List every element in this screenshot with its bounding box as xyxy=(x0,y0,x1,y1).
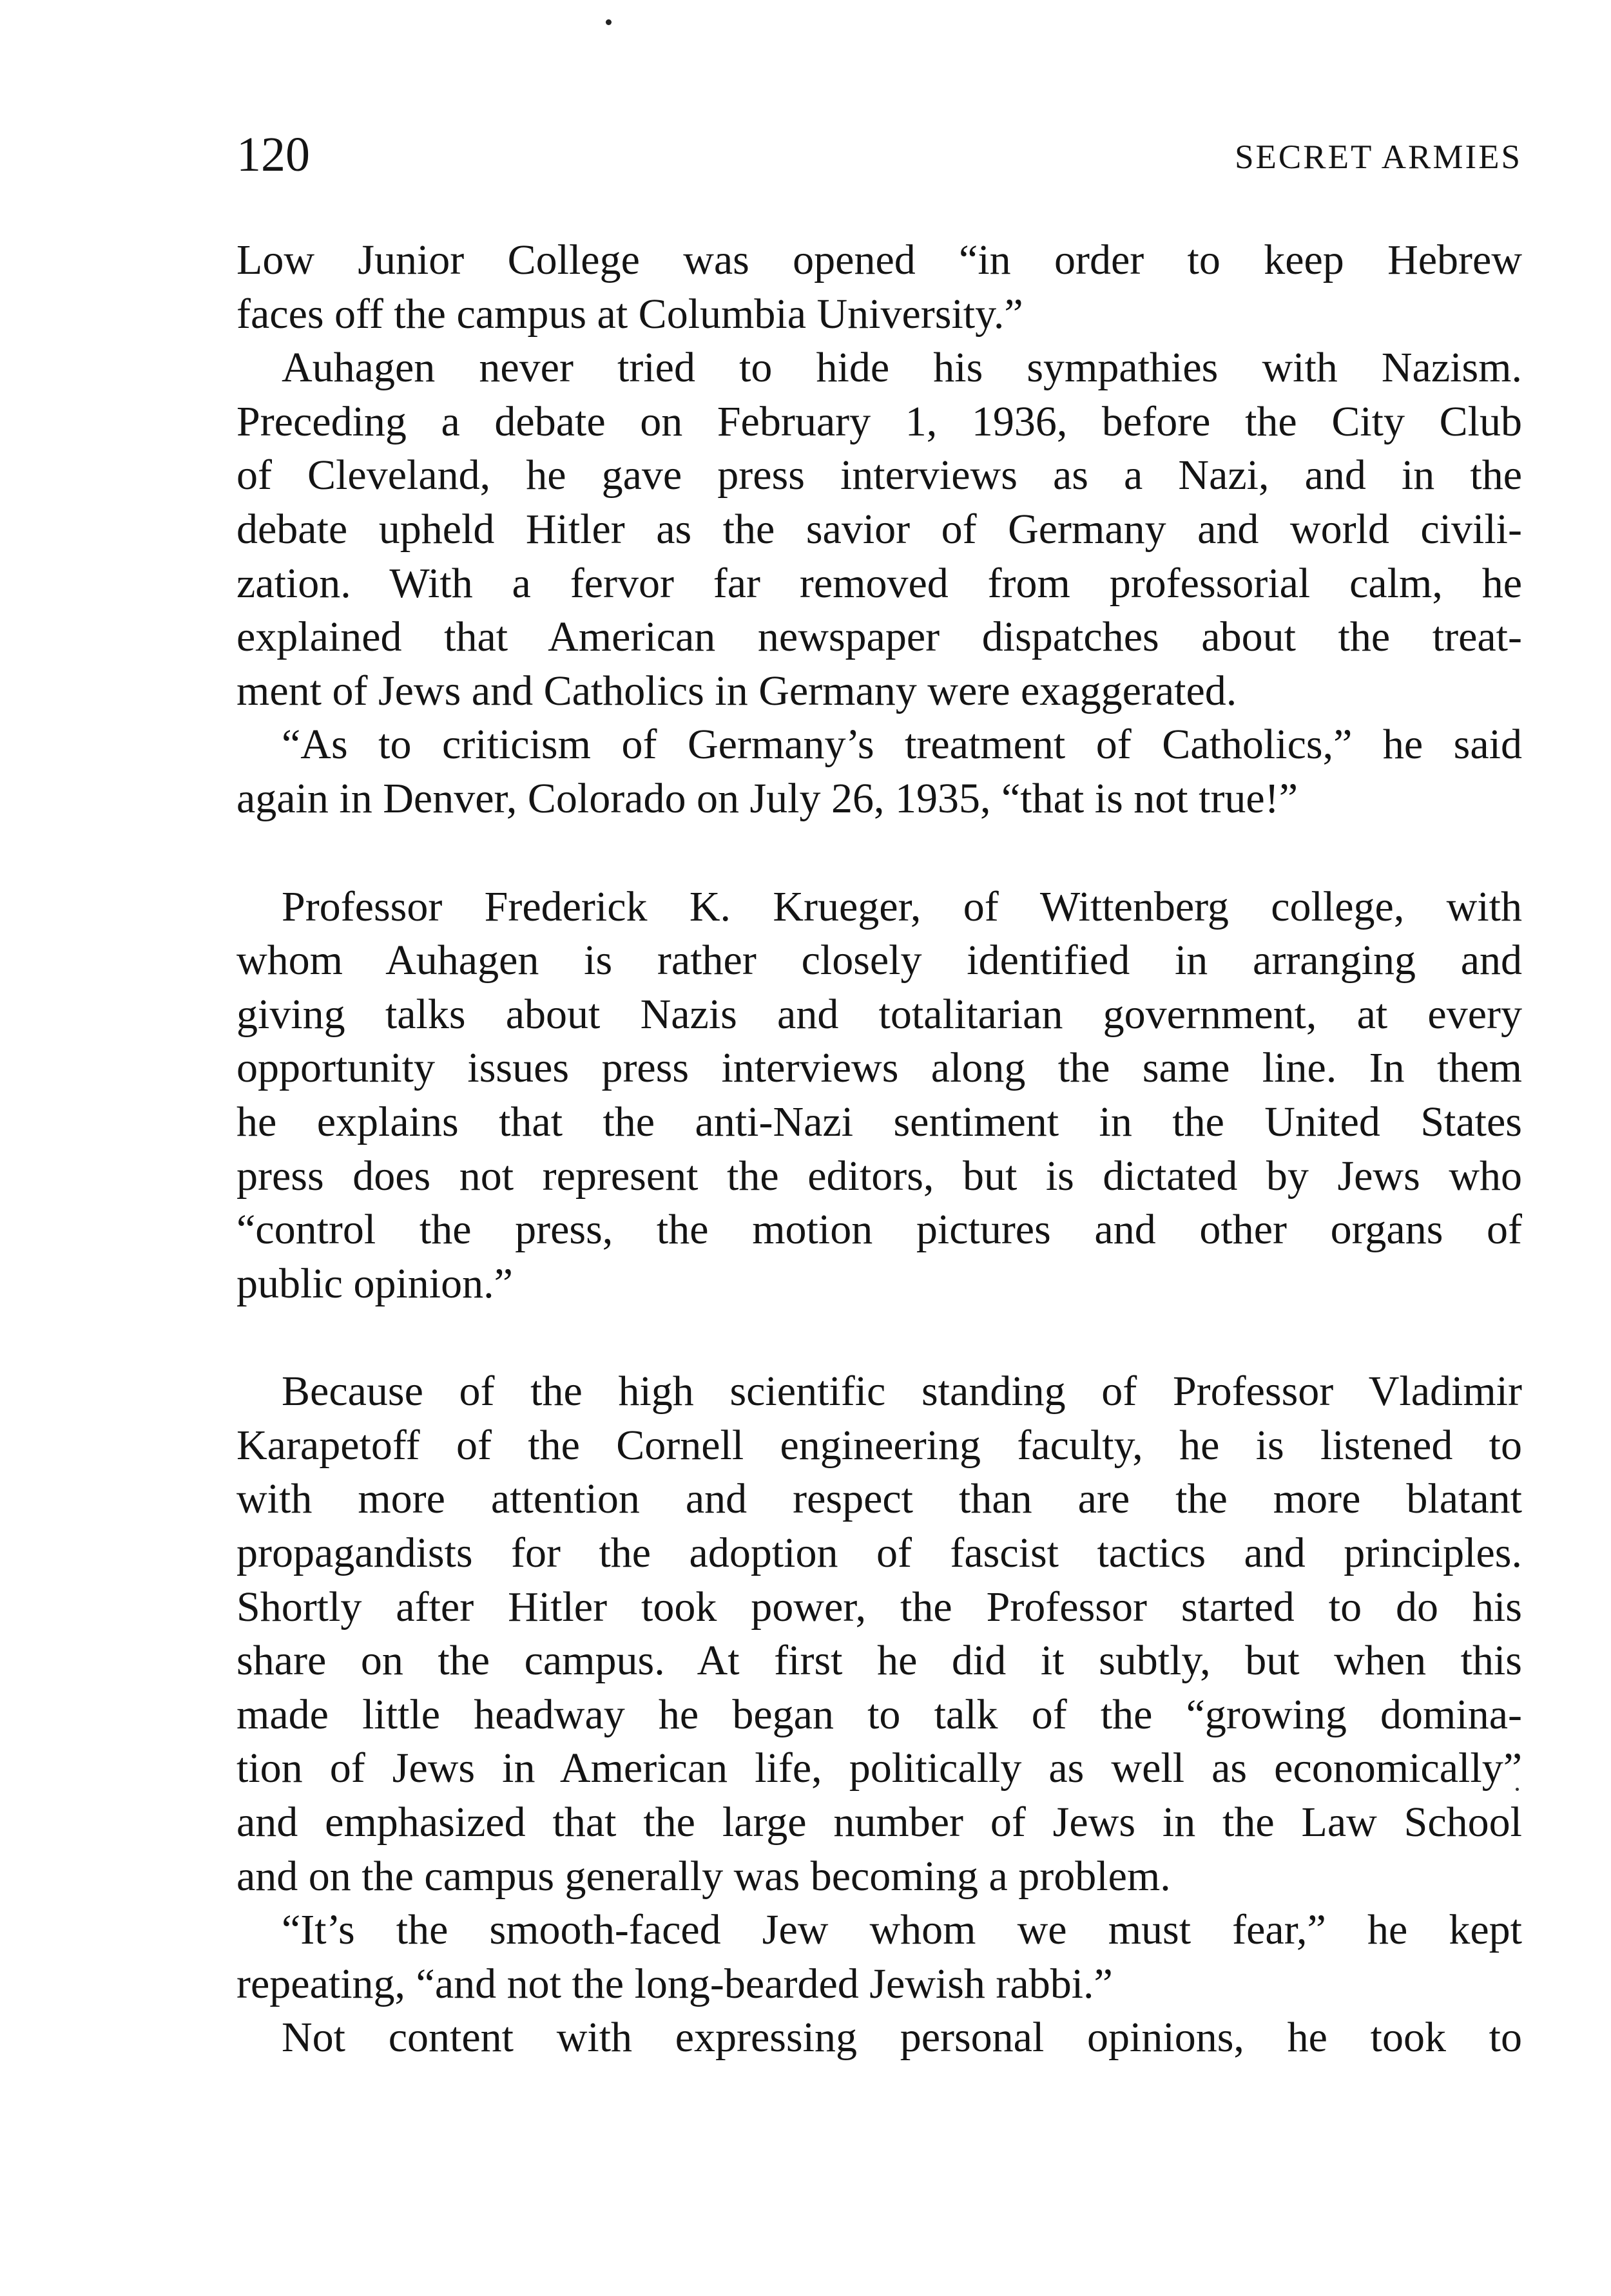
text-line: debate upheld Hitler as the savior of Germany and world civili- xyxy=(236,505,1522,553)
text-line: Professor Frederick K. Krueger, of Wittenberg college, with xyxy=(282,883,1522,930)
text-line: whom Auhagen is rather closely identified in arranging and xyxy=(236,937,1522,984)
book-title: SECRET ARMIES xyxy=(1235,139,1522,176)
text-line: Preceding a debate on February 1, 1936, before the City Club xyxy=(236,397,1522,445)
text-line: giving talks about Nazis and totalitarian government, at every xyxy=(236,990,1522,1038)
text-line: tion of Jews in American life, politically as well as economically” xyxy=(236,1745,1522,1792)
text-line: with more attention and respect than are the more blatant xyxy=(236,1475,1522,1523)
text-line: share on the campus. At first he did it subtly, but when this xyxy=(236,1637,1522,1685)
text-line: propagandists for the adoption of fascist tactics and principles. xyxy=(236,1529,1522,1577)
paragraph-gap xyxy=(236,826,1522,880)
text-line: opportunity issues press interviews along the same line. In them xyxy=(236,1044,1522,1092)
text-line: and emphasized that the large number of Jews in the Law School xyxy=(236,1799,1522,1846)
text-line: “As to criticism of Germany’s treatment of Catholics,” he said xyxy=(282,721,1522,769)
text-line: Karapetoff of the Cornell engineering faculty, he is listened to xyxy=(236,1421,1522,1469)
running-head xyxy=(236,119,1522,190)
body-text xyxy=(236,233,1522,2065)
text-line: ment of Jews and Catholics in Germany were exaggerated. xyxy=(236,667,1237,714)
text-line: public opinion.” xyxy=(236,1259,513,1307)
text-line: faces off the campus at Columbia University.” xyxy=(236,290,1023,338)
text-line: of Cleveland, he gave press interviews as a Nazi, and in the xyxy=(236,452,1522,499)
text-line: again in Denver, Colorado on July 26, 1935, “that is not true!” xyxy=(236,774,1298,822)
text-line: Auhagen never tried to hide his sympathies with Nazism. xyxy=(282,344,1522,392)
text-line: repeating, “and not the long-bearded Jewish rabbi.” xyxy=(236,1960,1113,2007)
paragraph-gap xyxy=(236,1310,1522,1364)
text-line: Low Junior College was opened “in order to keep Hebrew xyxy=(236,236,1522,283)
text-line: and on the campus generally was becoming a problem. xyxy=(236,1852,1171,1900)
text-line: he explains that the anti-Nazi sentiment in the United States xyxy=(236,1098,1522,1145)
text-line: “control the press, the motion pictures and other organs of xyxy=(236,1206,1522,1254)
text-line: explained that American newspaper dispatches about the treat- xyxy=(236,613,1522,661)
page-number: 120 xyxy=(236,128,310,182)
text-line: press does not represent the editors, but is dictated by Jews who xyxy=(236,1152,1522,1200)
text-line: Not content with expressing personal opinions, he took to xyxy=(282,2014,1522,2062)
text-line: zation. With a fervor far removed from professorial calm, he xyxy=(236,559,1522,607)
text-line: Because of the high scientific standing of Professor Vladimir xyxy=(282,1368,1522,1415)
print-speck xyxy=(606,19,612,25)
text-line: Shortly after Hitler took power, the Professor started to do his xyxy=(236,1583,1522,1631)
text-line: “It’s the smooth-faced Jew whom we must fear,” he kept xyxy=(282,1906,1522,1954)
text-line: made little headway he began to talk of the “growing domina- xyxy=(236,1690,1522,1738)
